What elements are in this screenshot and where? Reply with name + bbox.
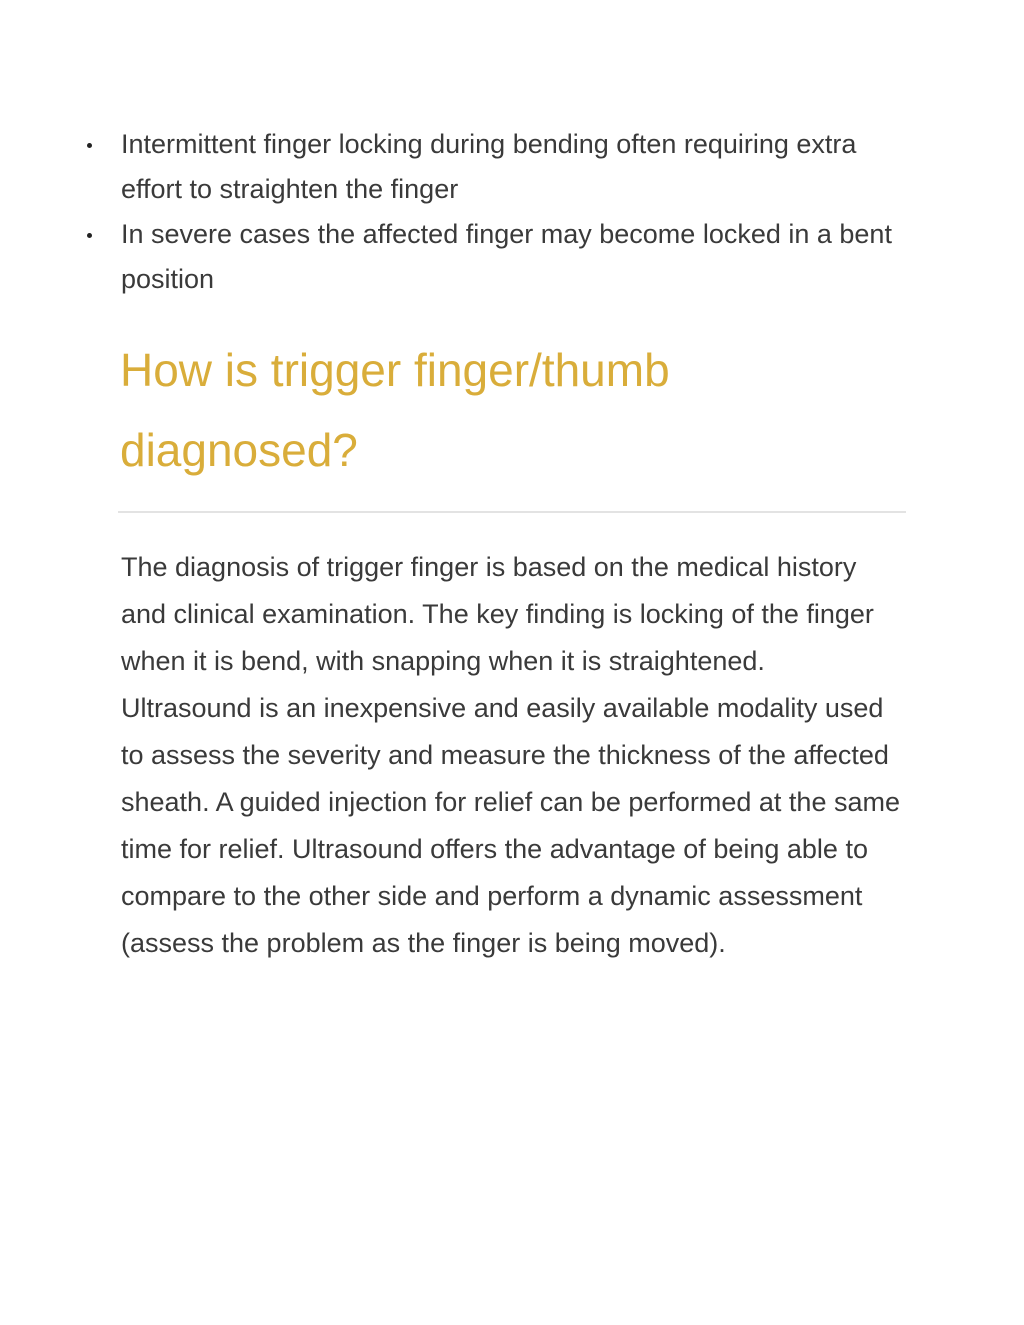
list-item (0, 212, 1024, 302)
bullet-icon (87, 143, 92, 148)
section-heading: How is trigger finger/thumb diagnosed? (120, 344, 670, 476)
bullet-icon (87, 233, 92, 238)
section-divider (118, 511, 906, 513)
symptom-list (0, 122, 1024, 302)
list-item (0, 122, 1024, 212)
list-item-text: Intermittent finger locking during bending often requiring extra effort to straighten the finger (121, 129, 857, 204)
list-item-text: In severe cases the affected finger may become locked in a bent position (121, 219, 892, 294)
section-paragraph: The diagnosis of trigger finger is based on the medical history and clinical examination. The key finding is locking of the finger when it is bend, with snapping when it is straightened. Ultrasound is an inexpensive and easily available modality used to assess the severity and measure the thickness of the affected sheath. A guided injection for relief can be performed at the same time for relief. Ultrasound offers the advantage of being able to compare to the other side and perform a dynamic assessment (assess the problem as the finger is being moved). (121, 552, 900, 958)
